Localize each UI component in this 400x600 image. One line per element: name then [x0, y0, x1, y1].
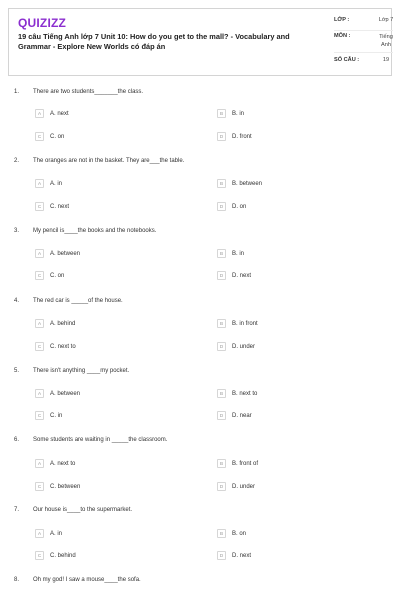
question-text: The red car is _____of the house. [33, 298, 123, 304]
option-letter: D [217, 482, 226, 491]
option-b[interactable] [217, 109, 244, 118]
option-letter: D [217, 342, 226, 351]
option-text: C. in [50, 412, 63, 419]
option-letter: D [217, 551, 226, 560]
option-text: D. front [232, 133, 252, 140]
option-text: D. near [232, 412, 252, 419]
option-letter: B [217, 249, 226, 258]
option-d[interactable] [217, 482, 255, 491]
option-b[interactable] [217, 179, 262, 188]
option-b[interactable] [217, 319, 258, 328]
option-letter: C [35, 342, 44, 351]
worksheet-title: 19 câu Tiếng Anh lớp 7 Unit 10: How do you get to the mall? - Vocabulary and Grammar - Explore New Worlds có đáp án [18, 32, 290, 51]
option-text: D. next [232, 272, 252, 279]
option-letter: A [35, 319, 44, 328]
option-b[interactable] [217, 529, 246, 538]
option-text: A. next to [50, 460, 76, 467]
option-letter: D [217, 271, 226, 280]
meta-label: LỚP : [334, 17, 350, 23]
option-text: A. behind [50, 320, 76, 327]
option-text: A. between [50, 390, 81, 397]
question-number: 6. [14, 437, 20, 443]
question-text: Our house is____to the supermarket. [33, 507, 133, 513]
quizizz-logo[interactable]: QUIZIZZ [18, 16, 67, 30]
option-text: D. under [232, 483, 256, 490]
option-c[interactable] [35, 132, 64, 141]
option-text: A. next [50, 110, 69, 117]
question-text: The oranges are not in the basket. They are___the table. [33, 158, 185, 164]
option-text: C. on [50, 133, 65, 140]
option-text: B. on [232, 530, 247, 537]
option-d[interactable] [217, 551, 251, 560]
option-letter: D [217, 411, 226, 420]
option-a[interactable] [35, 319, 75, 328]
option-text: D. next [232, 552, 252, 559]
option-d[interactable] [217, 271, 251, 280]
question-number: 8. [14, 577, 20, 583]
option-d[interactable] [217, 202, 246, 211]
option-letter: C [35, 482, 44, 491]
option-a[interactable] [35, 179, 62, 188]
question-text: There are two students_______the class. [33, 89, 144, 95]
option-d[interactable] [217, 132, 252, 141]
meta-value: Tiếng Anh [379, 34, 393, 48]
option-text: D. on [232, 203, 247, 210]
option-letter: B [217, 179, 226, 188]
option-letter: B [217, 319, 226, 328]
option-text: B. next to [232, 390, 258, 397]
question-number: 5. [14, 368, 20, 374]
option-letter: C [35, 411, 44, 420]
option-c[interactable] [35, 202, 69, 211]
option-letter: A [35, 459, 44, 468]
question-number: 7. [14, 507, 20, 513]
question-number: 1. [14, 89, 20, 95]
option-text: B. between [232, 180, 263, 187]
option-text: C. behind [50, 552, 76, 559]
option-letter: D [217, 132, 226, 141]
option-letter: C [35, 271, 44, 280]
question-text: My pencil is____the books and the notebooks. [33, 228, 157, 234]
meta-value: 19 [382, 57, 390, 63]
option-b[interactable] [217, 249, 244, 258]
option-a[interactable] [35, 529, 62, 538]
option-letter: A [35, 389, 44, 398]
option-text: B. in [232, 250, 245, 257]
option-text: C. next [50, 203, 70, 210]
question-text: There isn't anything ____my pocket. [33, 368, 130, 374]
option-a[interactable] [35, 459, 75, 468]
option-text: B. front of [232, 460, 259, 467]
option-letter: C [35, 132, 44, 141]
question-text: Some students are waiting in _____the classroom. [33, 437, 168, 443]
option-text: B. in [232, 110, 245, 117]
option-text: B. in front [232, 320, 258, 327]
option-c[interactable] [35, 482, 80, 491]
option-c[interactable] [35, 271, 64, 280]
option-a[interactable] [35, 389, 80, 398]
option-b[interactable] [217, 459, 258, 468]
option-text: A. between [50, 250, 81, 257]
option-letter: B [217, 459, 226, 468]
option-letter: B [217, 389, 226, 398]
option-c[interactable] [35, 342, 76, 351]
option-text: C. next to [50, 343, 76, 350]
option-text: C. on [50, 272, 65, 279]
option-c[interactable] [35, 551, 76, 560]
option-letter: A [35, 109, 44, 118]
option-letter: A [35, 179, 44, 188]
option-b[interactable] [217, 389, 257, 398]
option-letter: B [217, 529, 226, 538]
option-letter: C [35, 551, 44, 560]
question-number: 4. [14, 298, 20, 304]
worksheet-header [8, 8, 392, 76]
option-letter: A [35, 529, 44, 538]
meta-label: MÔN : [334, 33, 351, 39]
option-text: D. under [232, 343, 256, 350]
option-text: A. in [50, 530, 63, 537]
question-number: 2. [14, 158, 20, 164]
option-letter: B [217, 109, 226, 118]
option-d[interactable] [217, 342, 255, 351]
meta-label: SỐ CÂU : [334, 57, 360, 63]
option-text: A. in [50, 180, 63, 187]
option-letter: C [35, 202, 44, 211]
option-text: C. between [50, 483, 81, 490]
question-number: 3. [14, 228, 20, 234]
option-d[interactable] [217, 411, 252, 420]
meta-value: Lớp 7 [378, 17, 394, 23]
option-letter: A [35, 249, 44, 258]
option-a[interactable] [35, 109, 69, 118]
option-a[interactable] [35, 249, 80, 258]
question-text: Oh my god! I saw a mouse____the sofa. [33, 577, 141, 583]
option-letter: D [217, 202, 226, 211]
option-c[interactable] [35, 411, 62, 420]
